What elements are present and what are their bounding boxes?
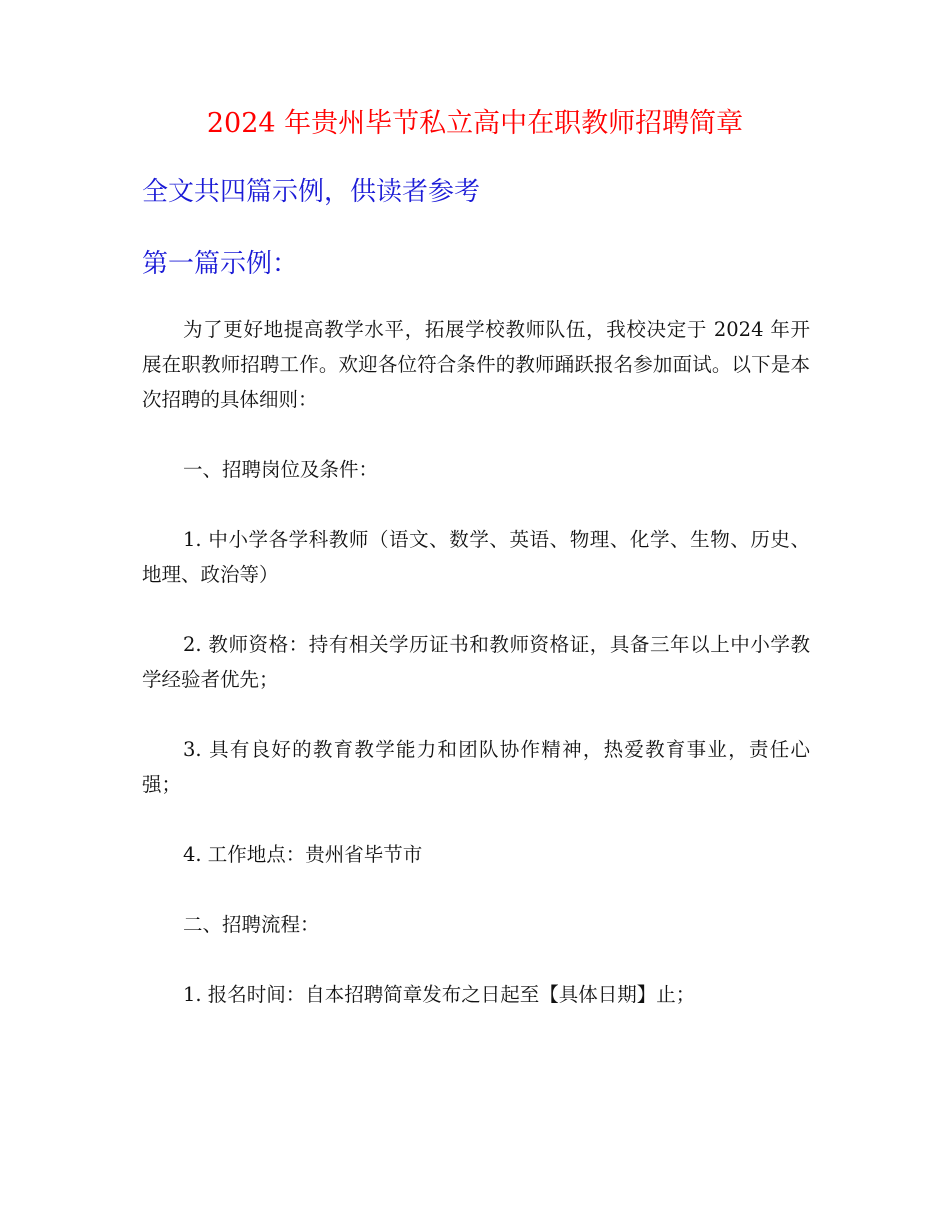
paragraph-intro: 为了更好地提高教学水平，拓展学校教师队伍，我校决定于 2024 年开展在职教师招聘工作。欢迎各位符合条件的教师踊跃报名参加面试。以下是本次招聘的具体细则： [142, 318, 810, 411]
paragraph-location: 4. 工作地点：贵州省毕节市 [183, 843, 423, 866]
paragraph-section-positions: 一、招聘岗位及条件： [183, 458, 379, 481]
paragraph-ability: 3. 具有良好的教育教学能力和团队协作精神，热爱教育事业，责任心强； [142, 738, 810, 796]
paragraph-registration-time: 1. 报名时间：自本招聘简章发布之日起至【具体日期】止； [183, 983, 696, 1006]
paragraph-section-process: 二、招聘流程： [183, 913, 320, 936]
intro-heading: 全文共四篇示例，供读者参考 [142, 177, 481, 207]
paragraph-qualification: 2. 教师资格：持有相关学历证书和教师资格证，具备三年以上中小学教学经验者优先； [142, 633, 810, 691]
paragraph-subjects: 1. 中小学各学科教师（语文、数学、英语、物理、化学、生物、历史、地理、政治等） [142, 528, 810, 586]
section-heading: 第一篇示例： [142, 249, 299, 279]
document-title: 2024 年贵州毕节私立高中在职教师招聘简章 [206, 108, 744, 139]
document-body [142, 312, 810, 1047]
